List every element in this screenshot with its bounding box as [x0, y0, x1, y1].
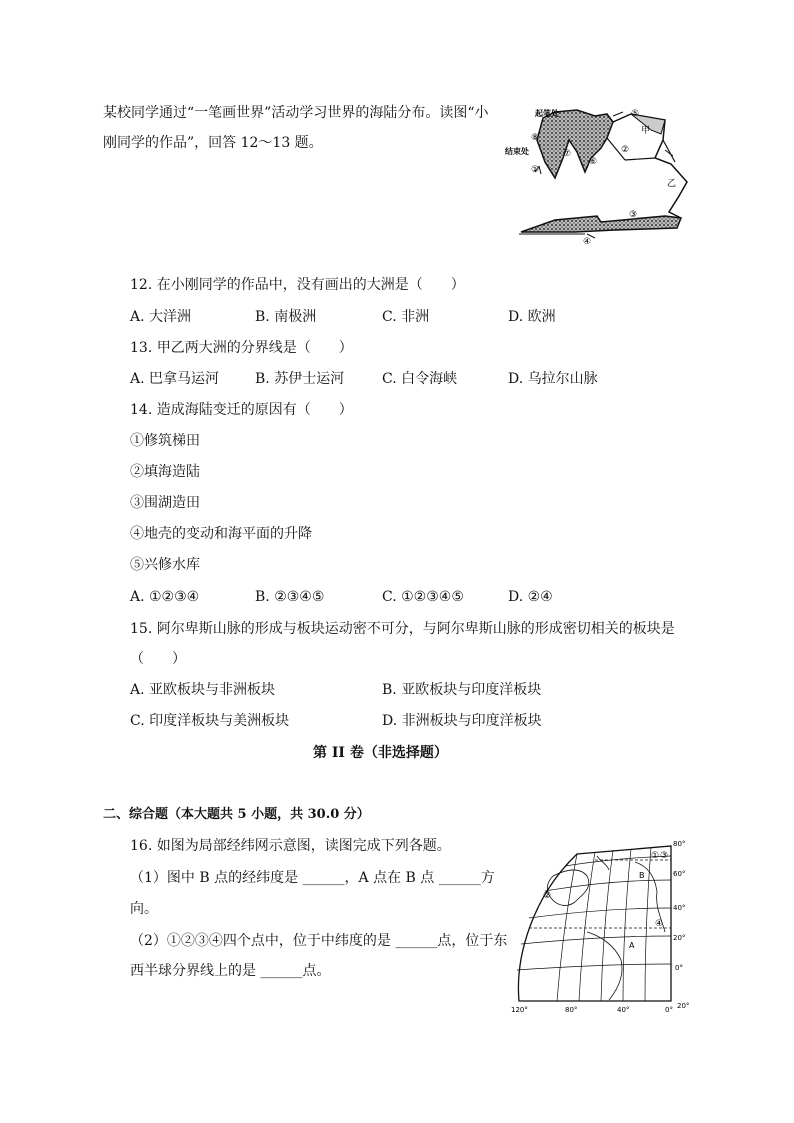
q14-item-4: ④地壳的变动和海平面的升降: [130, 526, 312, 542]
q15-option-c: C. 印度洋板块与美洲板块: [130, 713, 290, 729]
q16-part2-line1: （2）①②③④四个点中，位于中纬度的是 ______点，位于东: [130, 933, 508, 949]
q12-option-a: A. 大洋洲: [130, 309, 192, 325]
map-point-4: ④: [655, 919, 664, 929]
q13-stem: 13. 甲乙两大洲的分界线是（ ）: [130, 340, 353, 356]
map-point-a: A: [629, 941, 635, 950]
q14-item-3: ③围湖造田: [130, 495, 200, 511]
marker-6: ⑥: [589, 157, 598, 167]
q14-option-a: A. ①②③④: [130, 589, 200, 605]
end-label: 结束处: [505, 147, 529, 156]
label-yi: 乙: [667, 179, 677, 189]
marker-2: ②: [621, 145, 630, 155]
map-point-3: ③: [660, 851, 669, 861]
map-point-2: ②: [543, 891, 552, 901]
q12-option-d: D. 欧洲: [508, 309, 556, 325]
q16-stem: 16. 如图为局部经纬网示意图，读图完成下列各题。: [130, 838, 451, 854]
q16-part1-line1: （1）图中 B 点的经纬度是 ______，A 点在 B 点 ______方: [130, 870, 495, 886]
q13-option-a: A. 巴拿马运河: [130, 371, 220, 387]
marker-5: ⑤: [631, 109, 640, 119]
marker-7: ⑦: [563, 149, 572, 159]
q16-part1-line2: 向。: [130, 901, 158, 917]
q13-option-d: D. 乌拉尔山脉: [508, 371, 598, 387]
marker-3: ③: [629, 210, 638, 220]
q12-option-b: B. 南极洲: [255, 309, 317, 325]
label-jia: 甲: [641, 126, 651, 136]
map-point-1: ①: [651, 851, 660, 861]
q15-option-d: D. 非洲板块与印度洋板块: [382, 713, 542, 729]
q15-stem: 15. 阿尔卑斯山脉的形成与板块运动密不可分，与阿尔卑斯山脉的形成密切相关的板块是: [130, 621, 675, 637]
lon-label-80: 80°: [565, 1006, 578, 1014]
q14-option-c: C. ①②③④⑤: [382, 589, 464, 605]
lat-label-20n: 20°: [673, 934, 686, 942]
marker-1: ①: [531, 165, 540, 175]
q12-stem: 12. 在小刚同学的作品中，没有画出的大洲是（ ）: [130, 277, 465, 293]
section-2-heading: 二、综合题（本大题共 5 小题，共 30.0 分）: [103, 807, 370, 822]
lat-label-0: 0°: [675, 964, 683, 972]
q14-item-5: ⑤兴修水库: [130, 557, 200, 573]
q16-part2-line2: 西半球分界线上的是 ______点。: [130, 963, 331, 979]
q15-option-b: B. 亚欧板块与印度洋板块: [382, 682, 542, 698]
one-stroke-world-figure: [505, 100, 695, 260]
map-point-b: B: [639, 871, 645, 880]
q12-option-c: C. 非洲: [382, 309, 430, 325]
q13-option-b: B. 苏伊士运河: [255, 371, 345, 387]
antarctica-strip: [521, 216, 681, 232]
lon-label-40: 40°: [617, 1006, 630, 1014]
marker-8: ⑧: [531, 133, 540, 143]
graticule-map-figure: [505, 836, 695, 1016]
section-2-title: 第 II 卷（非选择题）: [313, 745, 448, 761]
q14-item-2: ②填海造陆: [130, 464, 200, 480]
intro-line-2: 刚同学的作品”，回答 12～13 题。: [103, 135, 323, 151]
marker-4: ④: [583, 237, 592, 247]
q13-option-c: C. 白令海峡: [382, 371, 458, 387]
lat-label-40: 40°: [673, 904, 686, 912]
lat-label-80: 80°: [673, 840, 686, 848]
lat-label-60: 60°: [673, 870, 686, 878]
lon-label-0: 0°: [665, 1006, 673, 1014]
lat-label-20s: 20°: [677, 1002, 690, 1010]
intro-line-1: 某校同学通过“一笔画世界”活动学习世界的海陆分布。读图“小: [103, 105, 489, 121]
start-label: 起笔处: [535, 109, 559, 118]
q14-option-d: D. ②④: [508, 589, 553, 605]
q15-option-a: A. 亚欧板块与非洲板块: [130, 682, 276, 698]
q15-paren: （ ）: [130, 651, 186, 667]
q14-item-1: ①修筑梯田: [130, 433, 200, 449]
q14-option-b: B. ②③④⑤: [255, 589, 325, 605]
lon-label-120: 120°: [511, 1006, 528, 1014]
q14-stem: 14. 造成海陆变迁的原因有（ ）: [130, 402, 353, 418]
continent-shape-jia: [537, 110, 613, 178]
